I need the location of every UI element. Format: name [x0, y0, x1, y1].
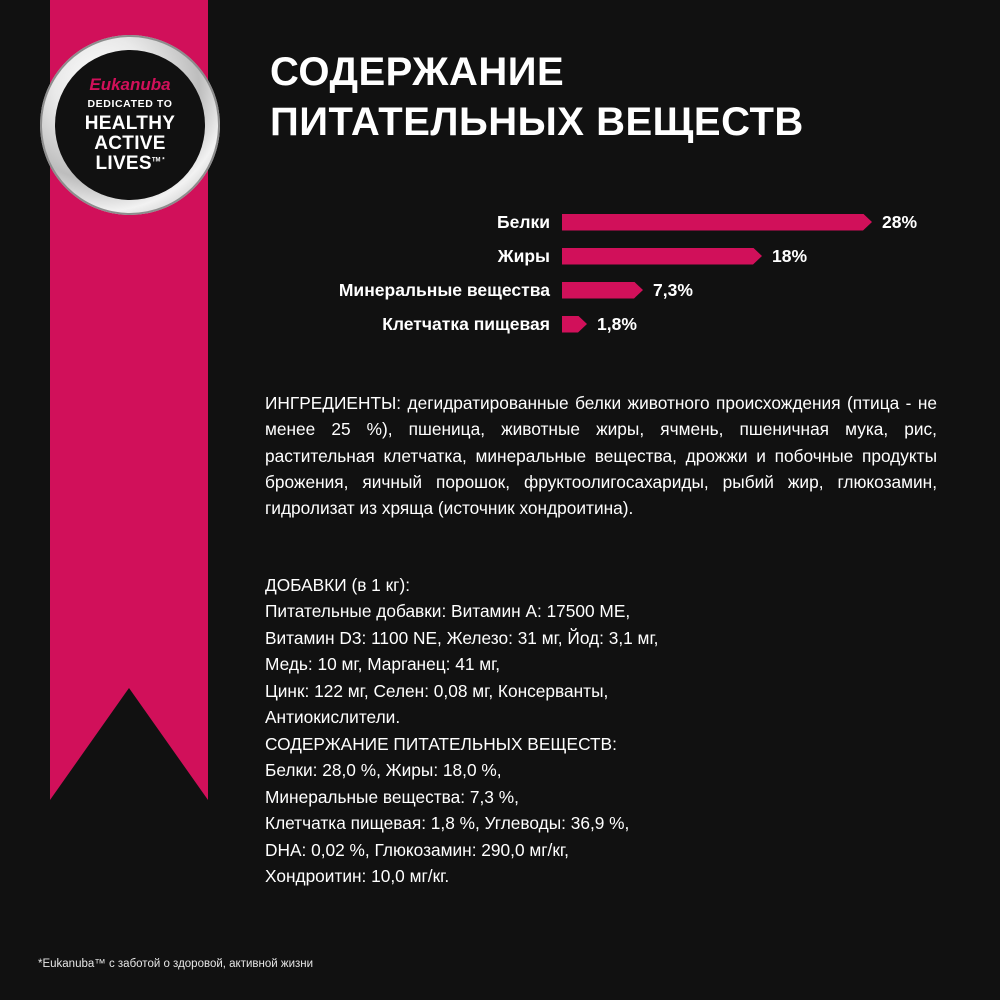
chart-bar	[562, 316, 587, 333]
additives-line: Медь: 10 мг, Марганец: 41 мг,	[265, 654, 501, 675]
chart-category-label: Белки	[497, 211, 550, 232]
chart-value-label: 28%	[882, 211, 918, 232]
badge-line-lives	[95, 154, 164, 174]
nutrition-line: DHA: 0,02 %, Глюкозамин: 290,0 мг/кг,	[265, 839, 569, 860]
additives-heading: ДОБАВКИ (в 1 кг):	[265, 575, 411, 595]
badge-line-active: ACTIVE	[94, 132, 166, 154]
brand-badge-inner	[55, 50, 205, 200]
chart-bar-wrap	[562, 314, 637, 335]
chart-category-label: Жиры	[497, 245, 550, 266]
details-blocks	[265, 572, 945, 889]
chart-bar	[562, 282, 643, 299]
nutrition-line: Хондроитин: 10,0 мг/кг.	[265, 865, 450, 886]
nutrition-heading: СОДЕРЖАНИЕ ПИТАТЕЛЬНЫХ ВЕЩЕСТВ:	[265, 733, 617, 754]
badge-line-healthy: HEALTHY	[84, 113, 176, 135]
brand-name: Eukanuba	[89, 75, 171, 95]
badge-dedicated-text: DEDICATED TO	[87, 98, 173, 110]
page-title	[270, 48, 970, 147]
chart-value-label: 7,3%	[653, 279, 693, 300]
chart-value-label: 18%	[772, 245, 808, 266]
chart-row	[250, 239, 960, 273]
chart-row	[250, 307, 960, 341]
chart-bar	[562, 214, 872, 231]
chart-category-label: Минеральные вещества	[338, 279, 550, 300]
badge-lives-word: LIVES	[95, 152, 152, 174]
page-title-line-2: ПИТАТЕЛЬНЫХ ВЕЩЕСТВ	[270, 99, 804, 144]
chart-bar-wrap	[562, 246, 807, 267]
chart-row	[250, 205, 960, 239]
chart-bar-wrap	[562, 212, 917, 233]
additives-line: Витамин D3: 1100 NE, Железо: 31 мг, Йод: 3,1 мг,	[265, 627, 659, 648]
chart-row	[250, 273, 960, 307]
brand-badge	[40, 35, 220, 215]
chart-category-label: Клетчатка пищевая	[382, 313, 550, 334]
nutrition-line: Минеральные вещества: 7,3 %,	[265, 786, 519, 807]
nutrition-line: Клетчатка пищевая: 1,8 %, Углеводы: 36,9 %,	[265, 813, 630, 834]
page-title-line-1: СОДЕРЖАНИЕ	[270, 50, 565, 94]
nutrition-line: Белки: 28,0 %, Жиры: 18,0 %,	[265, 760, 502, 781]
nutrient-bar-chart	[250, 205, 960, 341]
trademark-mark: TM *	[151, 157, 165, 164]
chart-bar	[562, 248, 762, 265]
additives-line: Цинк: 122 мг, Селен: 0,08 мг, Консерванты,	[265, 680, 609, 701]
chart-bar-wrap	[562, 280, 693, 301]
ingredients-paragraph: ИНГРЕДИЕНТЫ: дегидратированные белки животного происхождения (птица - не менее 25 %), пшеница, животные жиры, ячмень, пшеничная мука, рис, растительная клетчатка, минеральные вещества, дрожжи и побочные продукты брожения, яичный порошок, фруктоолигосахариды, рыбий жир, глюкозамин, гидролизат из хряща (источник хондроитина).	[265, 393, 937, 519]
chart-value-label: 1,8%	[597, 313, 637, 334]
additives-line: Антиокислители.	[265, 707, 401, 728]
additives-line: Питательные добавки: Витамин А: 17500 МЕ,	[265, 601, 631, 622]
footnote: *Eukanuba™ с заботой о здоровой, активной жизни	[38, 958, 314, 970]
